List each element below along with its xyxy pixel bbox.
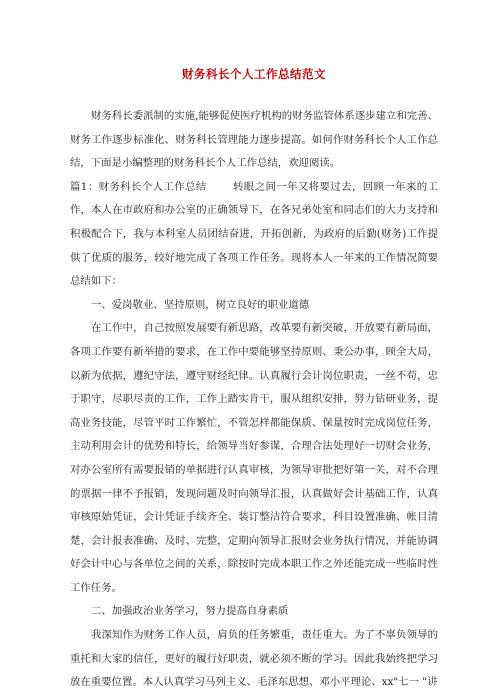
piece1-paragraph: [70, 176, 438, 294]
section1-paragraph: 在工作中，自己按照发展要有新思路，改革要有新突破，开放要有新局面，各项工作要有新举措的要求，在工作中要能够坚持原则、秉公办事，顾全大局，以新为依据，遵纪守法，遵守财经纪律。认真履行会计岗位职责，一丝不苟，忠于职守，尽职尽责的工作，工作上踏实肯干，服从组织安排，努力钻研业务，提高业务技能，尽管平时工作繁忙，不管怎样都能保质、保量按时完成岗位任务，主动利用会计的优势和特长，给领导当好参谋，合理合法处理好一切财会业务，对办公室所有需要报销的单据进行认真审核，为领导审批把好第一关，对不合理的票据一律不予报销，发现问题及时向领导汇报，认真做好会计基础工作，认真审核原始凭证，会计凭证手续齐全、装订整洁符合要求，科目设置准确、帐目清楚，会计报表准确、及时、完整，定期向领导汇报财会业务执行情况，并能协调好会计中心与各单位之间的关系，除按时完成本职工作之外还能完成一些临时性工作任务。: [70, 322, 438, 594]
section2-heading: 二、加强政治业务学习，努力提高自身素质: [91, 605, 289, 618]
piece1-label: 篇1：财务科长个人工作总结: [70, 180, 207, 193]
section2-paragraph: 我深知作为财务工作人员，肩负的任务繁重，责任重大。为了不辜负领导的重托和大家的信任，更好的履行好职责，就必须不断的学习。因此我始终把学习放在重要位置。本人认真学习马列主义、毛泽东思想、邓小平理论、xx"七一 "讲: [70, 629, 438, 689]
piece1-text: 转眼之间一年又将要过去，回顾一年来的工作，本人在市政府和办公室的正确领导下，在各兄弟处室和同志们的大力支持和积极配合下，我与本科室人员团结奋进，开拓创新，为政府的后勤(财务)工作提供了优质的服务，较好地完成了各项工作任务。现将本人一年来的工作情况简要总结如下：: [70, 180, 438, 288]
intro-paragraph: 财务科长委派制的实施,能够促使医疗机构的财务监管体系逐步建立和完善、财务工作逐步标准化、财务科长管理能力逐步提高。如何作财务科长个人工作总结，下面是小编整理的财务科长个人工作总结，欢迎阅读。: [70, 110, 438, 170]
section1-heading: 一、爱岗敬业、坚持原则，树立良好的职业道德: [91, 298, 310, 311]
document-title: 财务科长个人工作总结范文: [182, 67, 326, 81]
